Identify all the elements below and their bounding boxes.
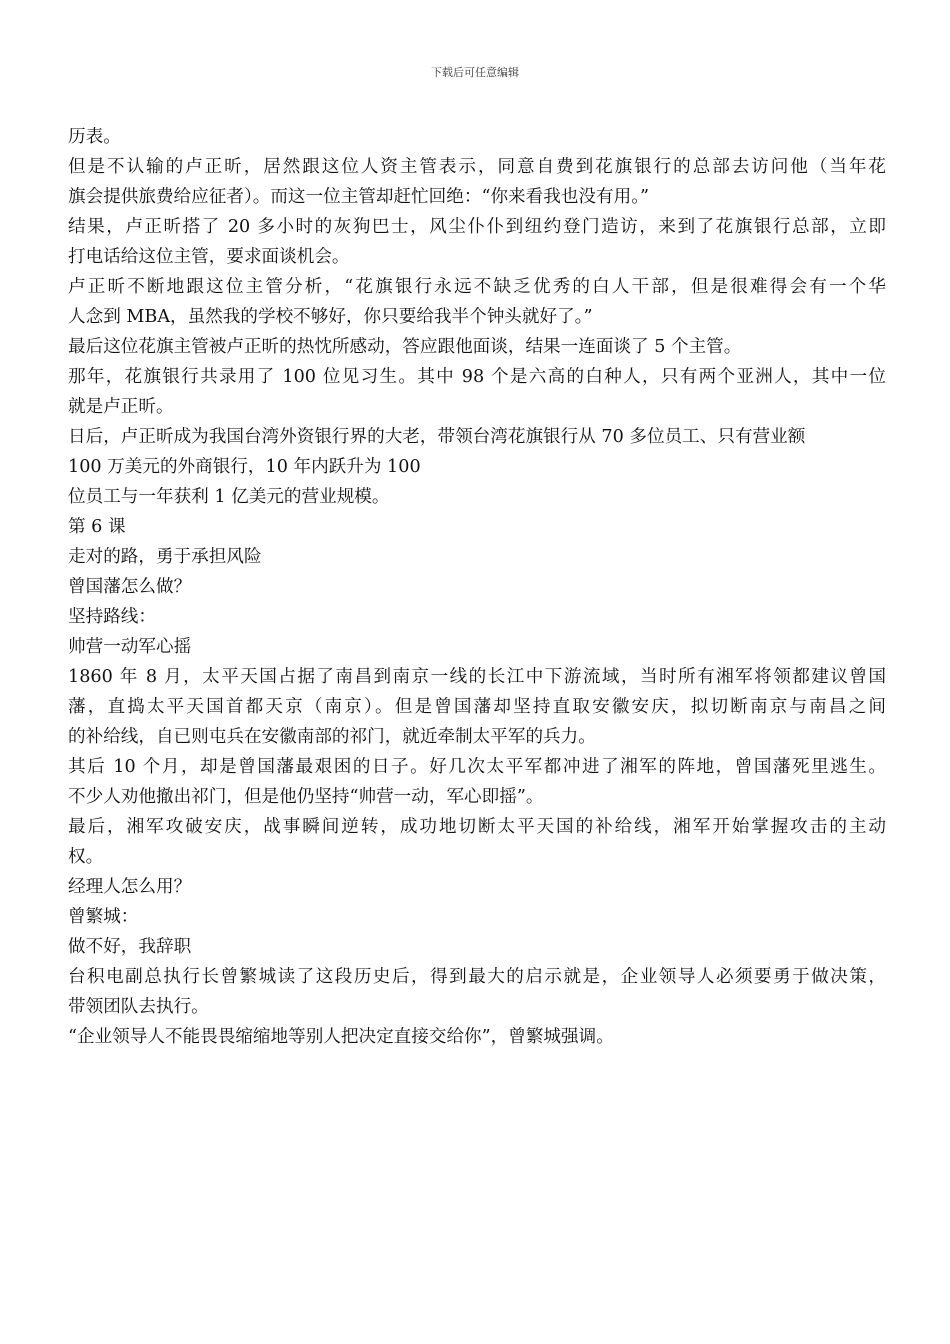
text-line: 不少人劝他撤出祁门，但是他仍坚持“帅营一动，军心即摇”。: [68, 787, 544, 807]
text-line: 经理人怎么用？: [68, 877, 192, 897]
text-line: 最后这位花旗主管被卢正昕的热忱所感动，答应跟他面谈，结果一连面谈了 5 个主管。: [68, 337, 742, 357]
text-line: 藩，直捣太平天国首都天京（南京）。但是曾国藩却坚持直取安徽安庆，拟切断南京与南昌之间: [68, 697, 886, 717]
text-line: 的补给线，自已则屯兵在安徽南部的祁门，就近牵制太平军的兵力。: [68, 727, 596, 747]
text-line: 就是卢正昕。: [68, 397, 174, 417]
text-line: 帅营一动军心摇: [68, 637, 192, 657]
text-line: 权。: [68, 847, 104, 867]
page-header: 下载后可任意编辑: [431, 66, 519, 79]
text-line: 做不好，我辞职: [68, 937, 192, 957]
text-line: 曾国藩怎么做？: [68, 577, 192, 597]
text-line: 走对的路，勇于承担风险: [68, 547, 262, 567]
text-line: 100 万美元的外商银行，10 年内跃升为 100: [68, 457, 421, 477]
text-line: 那年，花旗银行共录用了 100 位见习生。其中 98 个是六高的白种人，只有两个亚洲人，其中一位: [68, 367, 886, 387]
text-line: 打电话给这位主管，要求面谈机会。: [68, 247, 350, 267]
text-line: 坚持路线：: [68, 607, 156, 627]
text-line: 台积电副总执行长曾繁城读了这段历史后，得到最大的启示就是，企业领导人必须要勇于做决策，: [68, 967, 886, 987]
text-line: 历表。: [68, 127, 121, 147]
text-line: 结果，卢正昕搭了 20 多小时的灰狗巴士，风尘仆仆到纽约登门造访，来到了花旗银行总部，立即: [68, 217, 886, 237]
text-line: 曾繁城：: [68, 907, 139, 927]
text-line: 位员工与一年获利 1 亿美元的营业规模。: [68, 487, 390, 507]
text-line: 第 6 课: [68, 517, 126, 537]
text-line: 人念到 MBA，虽然我的学校不够好，你只要给我半个钟头就好了。”: [68, 307, 593, 327]
text-line: 旗会提供旅费给应征者）。而这一位主管却赶忙回绝：“你来看我也没有用。”: [68, 187, 649, 207]
text-line: 带领团队去执行。: [68, 997, 209, 1017]
text-line: 卢正昕不断地跟这位主管分析，“花旗银行永远不缺乏优秀的白人干部，但是很难得会有一个华: [68, 277, 886, 297]
text-line: 日后，卢正昕成为我国台湾外资银行界的大老，带领台湾花旗银行从 70 多位员工、只有营业额: [68, 427, 806, 447]
document-body: [68, 122, 886, 1052]
text-line: 其后 10 个月，却是曾国藩最艰困的日子。好几次太平军都冲进了湘军的阵地，曾国藩死里逃生。: [68, 757, 886, 777]
text-line: 1860 年 8 月，太平天国占据了南昌到南京一线的长江中下游流域，当时所有湘军将领都建议曾国: [68, 667, 886, 687]
text-line: 最后，湘军攻破安庆，战事瞬间逆转，成功地切断太平天国的补给线，湘军开始掌握攻击的主动: [68, 817, 886, 837]
text-line: 但是不认输的卢正昕，居然跟这位人资主管表示，同意自费到花旗银行的总部去访问他（当年花: [68, 157, 886, 177]
text-line: “企业领导人不能畏畏缩缩地等别人把决定直接交给你”，曾繁城强调。: [68, 1027, 614, 1047]
